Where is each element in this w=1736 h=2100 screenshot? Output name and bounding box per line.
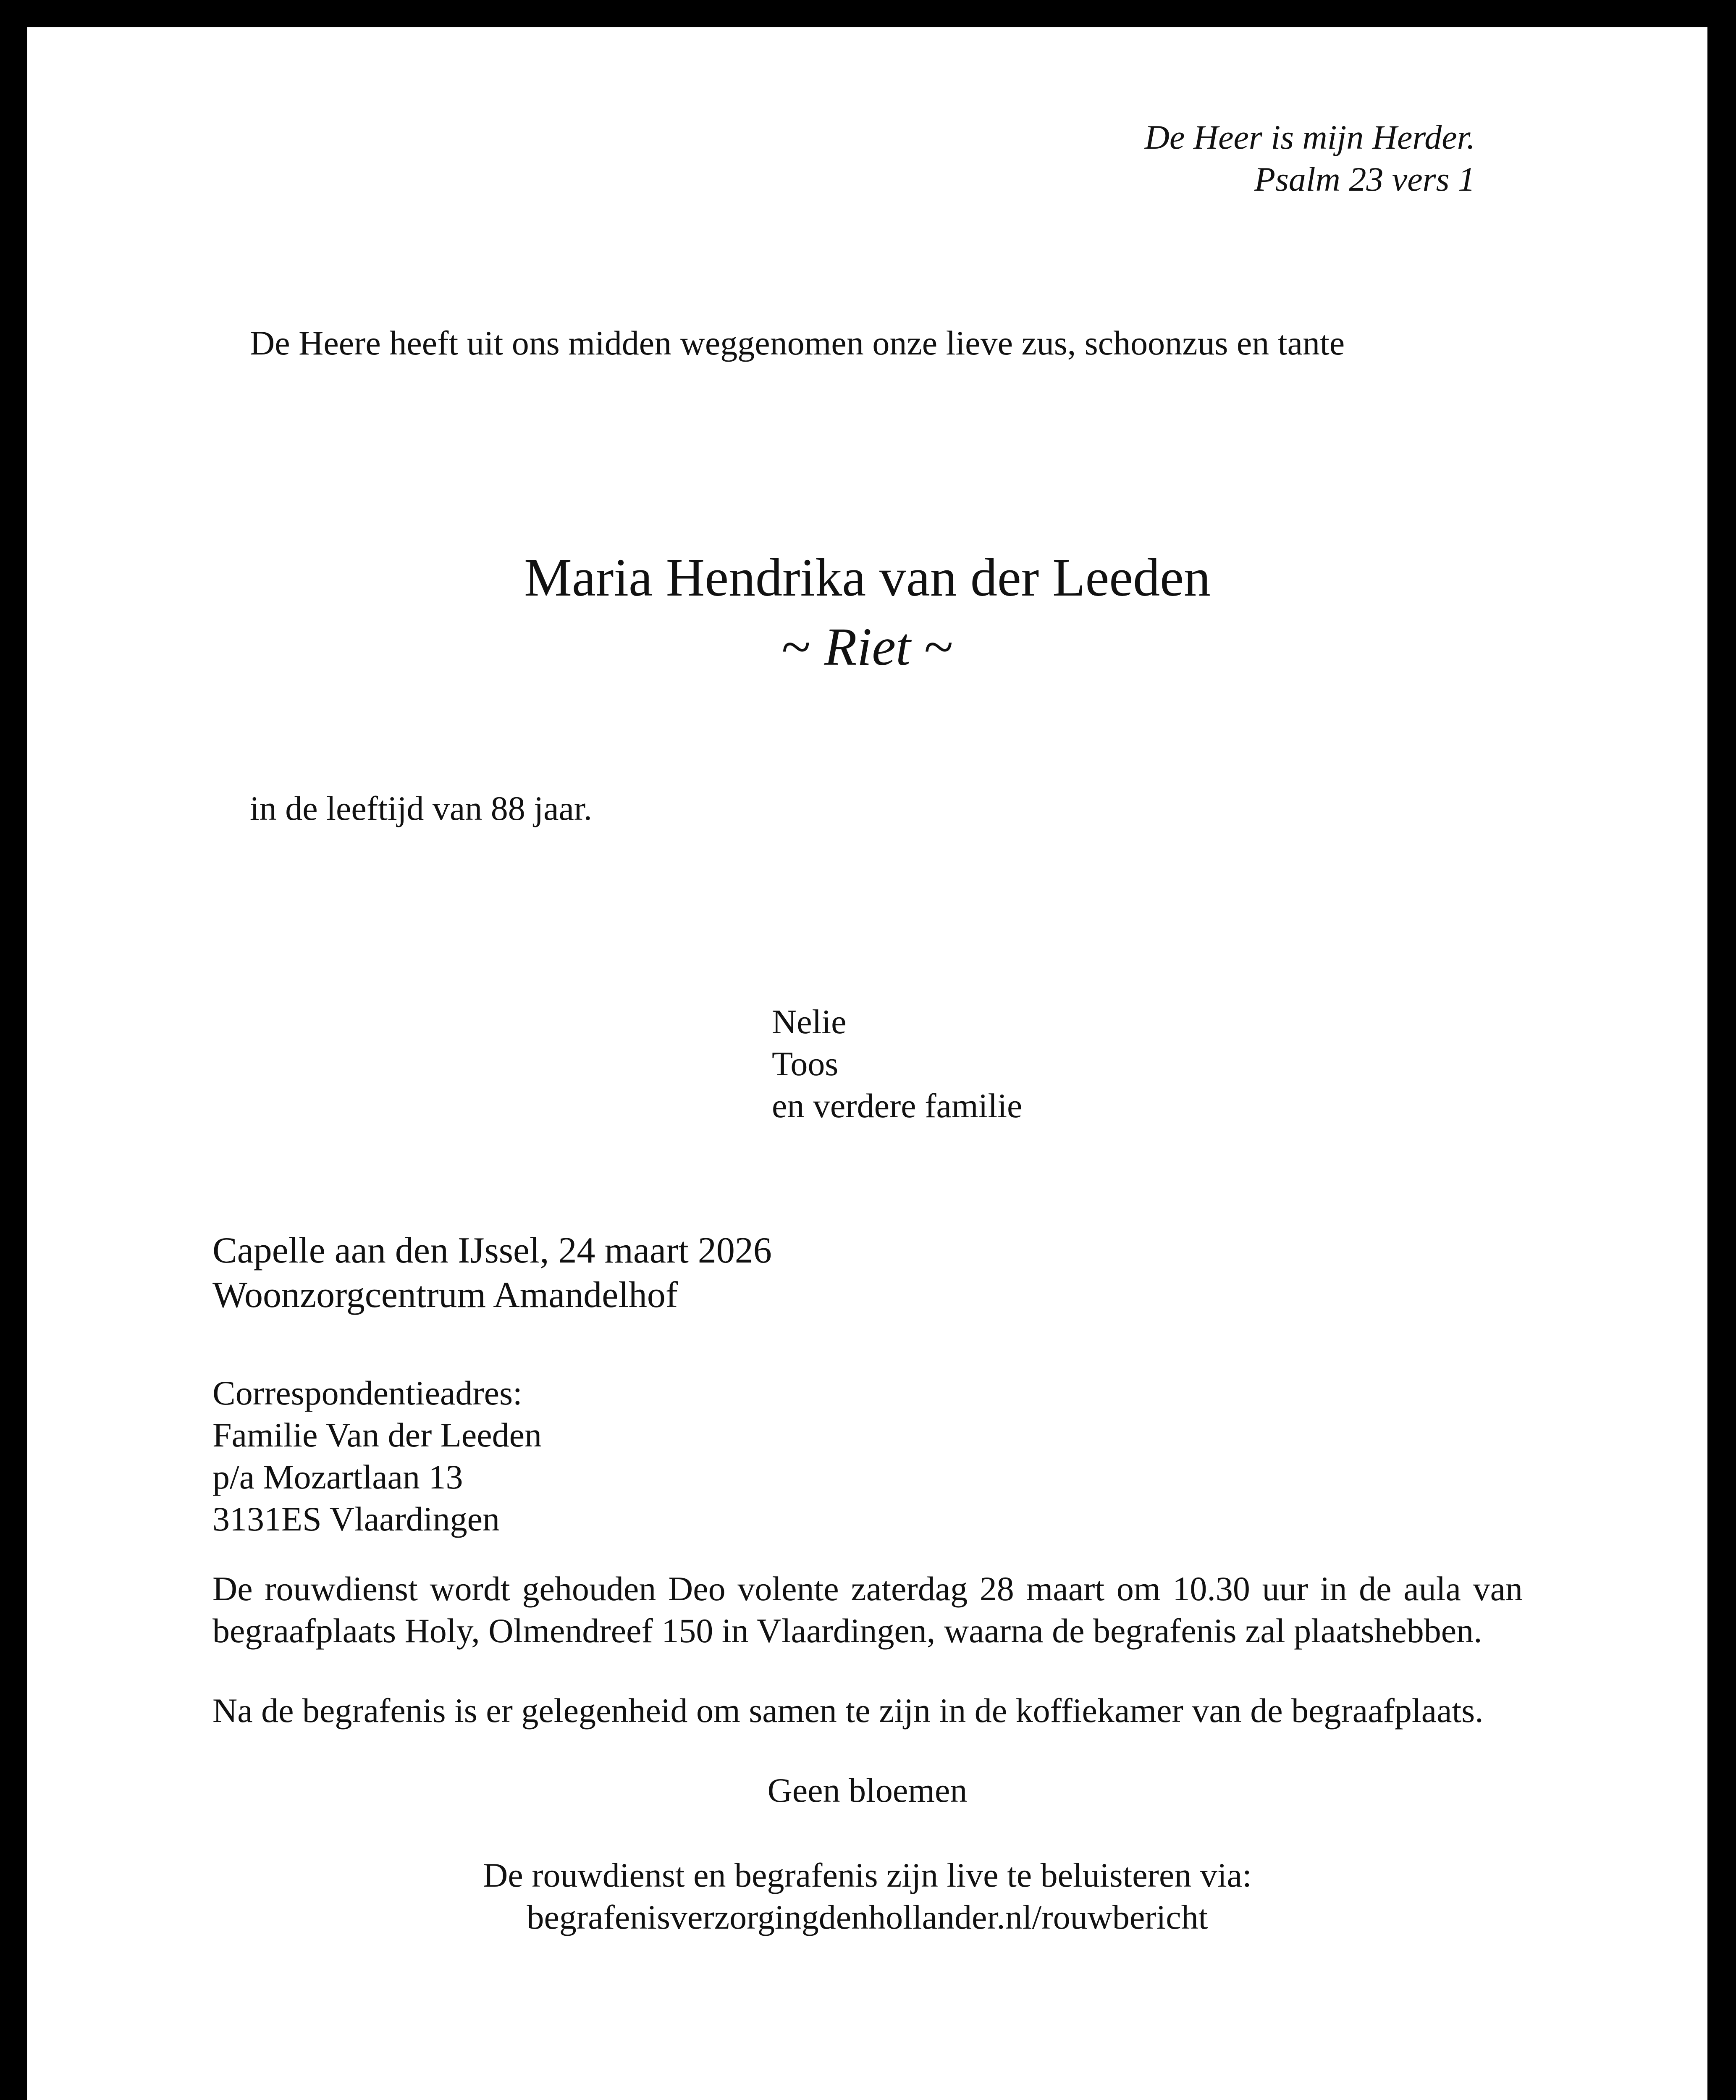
intro-text: De Heere heeft uit ons midden weggenomen onze lieve zus, schoonzus en tante	[250, 324, 1345, 362]
no-flowers-text: Geen bloemen	[767, 1771, 968, 1809]
family-member: en verdere familie	[772, 1087, 1023, 1125]
death-notice-card	[27, 27, 1707, 2100]
service-line-1: De rouwdienst wordt gehouden Deo volente zaterdag 28 maart om 10.30 uur in de aula van	[212, 1570, 1523, 1608]
nickname-prefix: ~	[781, 617, 824, 677]
correspondence-city: 3131ES Vlaardingen	[212, 1500, 500, 1538]
after-funeral-text: Na de begrafenis is er gelegenheid om samen te zijn in de koffiekamer van de begraafplaats.	[212, 1691, 1484, 1730]
family-member: Toos	[772, 1045, 839, 1083]
service-line-2: begraafplaats Holy, Olmendreef 150 in Vlaardingen, waarna de begrafenis zal plaatshebben.	[212, 1612, 1482, 1650]
age-text: in de leeftijd van 88 jaar.	[250, 789, 593, 827]
deceased-nickname	[27, 613, 1707, 680]
bible-quote	[1145, 116, 1475, 200]
nickname-text: Riet	[824, 617, 911, 677]
place-and-date	[212, 1228, 772, 1318]
livestream-info	[27, 1854, 1707, 1938]
deceased-full-name: Maria Hendrika van der Leeden	[524, 548, 1211, 607]
service-info	[212, 1568, 1523, 1652]
livestream-text: De rouwdienst en begrafenis zijn live te beluisteren via:	[483, 1856, 1252, 1894]
correspondence-address	[212, 1372, 542, 1540]
livestream-url: begrafenisverzorgingdenhollander.nl/rouwbericht	[527, 1898, 1208, 1936]
correspondence-name: Familie Van der Leeden	[212, 1416, 542, 1454]
correspondence-label: Correspondentieadres:	[212, 1374, 522, 1412]
correspondence-street: p/a Mozartlaan 13	[212, 1458, 463, 1496]
nickname-suffix: ~	[910, 617, 953, 677]
bible-quote-reference: Psalm 23 vers 1	[1254, 160, 1475, 198]
family-member: Nelie	[772, 1003, 847, 1041]
place-date-line: Capelle aan den IJssel, 24 maart 2026	[212, 1230, 772, 1271]
care-center-line: Woonzorgcentrum Amandelhof	[212, 1275, 678, 1315]
family-list	[772, 1001, 1022, 1127]
bible-quote-text: De Heer is mijn Herder.	[1144, 118, 1475, 156]
